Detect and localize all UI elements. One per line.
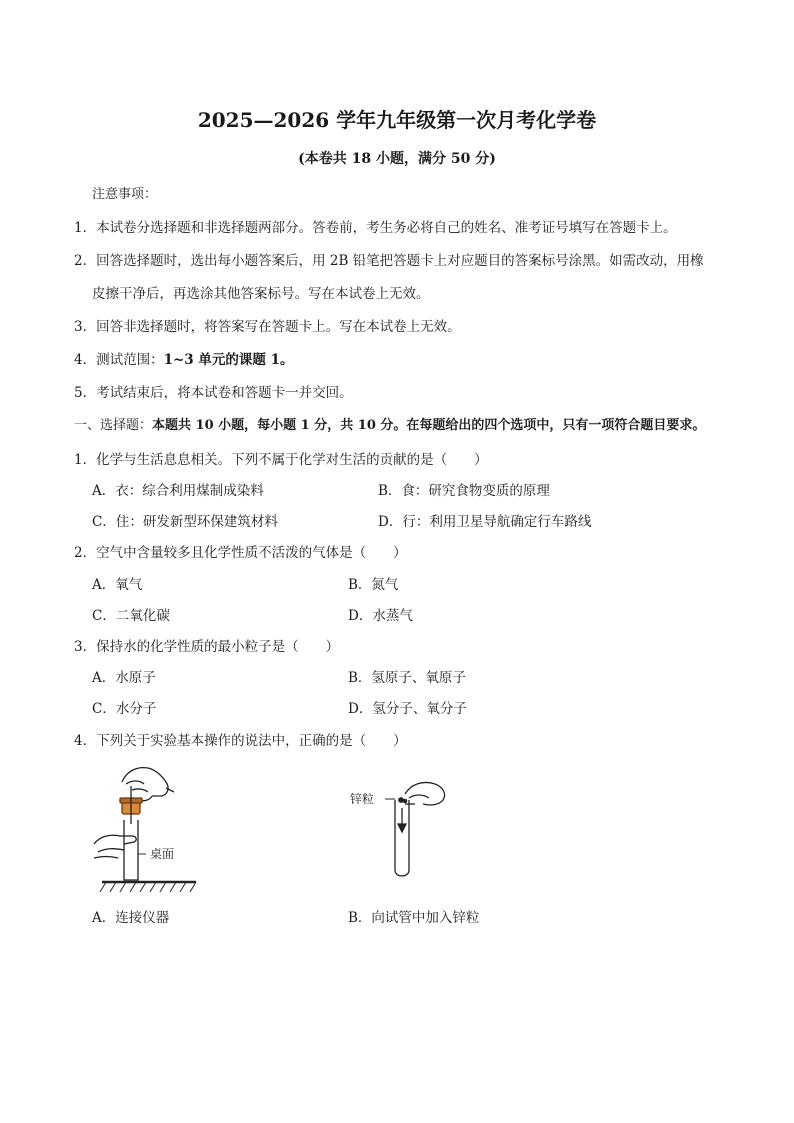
section-1-heading [74, 417, 705, 435]
question-4-option-a: A．连接仪器 [92, 910, 170, 926]
question-2-option-d: D．水蒸气 [348, 608, 413, 624]
figure-add-zinc [385, 778, 455, 882]
section-1-instructions: 本题共 10 小题，每小题 1 分，共 10 分。在每题给出的四个选项中，只有一项符合题目要求。 [152, 418, 706, 433]
note-item-3: 3．回答非选择题时，将答案写在答题卡上。写在本试卷上无效。 [74, 319, 461, 335]
question-1-option-b: B．食：研究食物变质的原理 [378, 483, 550, 499]
question-3-option-a: A．水原子 [92, 670, 156, 686]
question-2-option-c: C．二氧化碳 [92, 608, 170, 624]
question-3-option-b: B．氢原子、氧原子 [348, 670, 466, 686]
question-1-stem: 1．化学与生活息息相关。下列不属于化学对生活的贡献的是（ ） [74, 452, 488, 468]
question-3-stem: 3．保持水的化学性质的最小粒子是（ ） [74, 639, 340, 655]
question-3-option-c: C．水分子 [92, 701, 157, 717]
question-4-option-b: B．向试管中加入锌粒 [348, 910, 480, 926]
note-item-5: 5．考试结束后，将本试卷和答题卡一并交回。 [74, 385, 353, 401]
question-1-option-a: A．衣：综合利用煤制成染料 [92, 483, 264, 499]
note-item-4-range: 1~3 单元的课题 1。 [163, 352, 294, 368]
figure-label-desk: 桌面 [150, 847, 175, 861]
note-item-2: 2．回答选择题时，选出每小题答案后，用 2B 铅笔把答题卡上对应题目的答案标号涂黑。如需改动，用橡 [74, 253, 704, 269]
section-1-prefix: 一、选择题： [74, 418, 153, 433]
question-1-option-c: C．住：研发新型环保建筑材料 [92, 514, 278, 530]
figure-label-zinc: 锌粒 [350, 792, 375, 806]
exam-subtitle: (本卷共 18 小题，满分 50 分) [298, 151, 496, 167]
notes-heading: 注意事项： [92, 187, 158, 202]
question-4-stem: 4．下列关于实验基本操作的说法中，正确的是（ ） [74, 733, 407, 749]
note-item-4-label: 4．测试范围： [74, 352, 164, 368]
question-1-option-d: D．行：利用卫星导航确定行车路线 [378, 514, 592, 530]
question-3-option-d: D．氢分子、氧分子 [348, 701, 467, 717]
question-2-option-b: B．氮气 [348, 577, 399, 593]
figure-connect-apparatus [92, 762, 202, 900]
question-2-option-a: A．氧气 [92, 577, 143, 593]
question-2-stem: 2．空气中含量较多且化学性质不活泼的气体是（ ） [74, 545, 407, 561]
note-item-2-cont: 皮擦干净后，再选涂其他答案标号。写在本试卷上无效。 [92, 286, 430, 302]
note-item-4 [74, 351, 294, 369]
note-item-1: 1．本试卷分选择题和非选择题两部分。答卷前，考生务必将自己的姓名、准考证号填写在答题卡上。 [74, 220, 677, 236]
exam-title: 2025—2026 学年九年级第一次月考化学卷 [197, 108, 597, 132]
